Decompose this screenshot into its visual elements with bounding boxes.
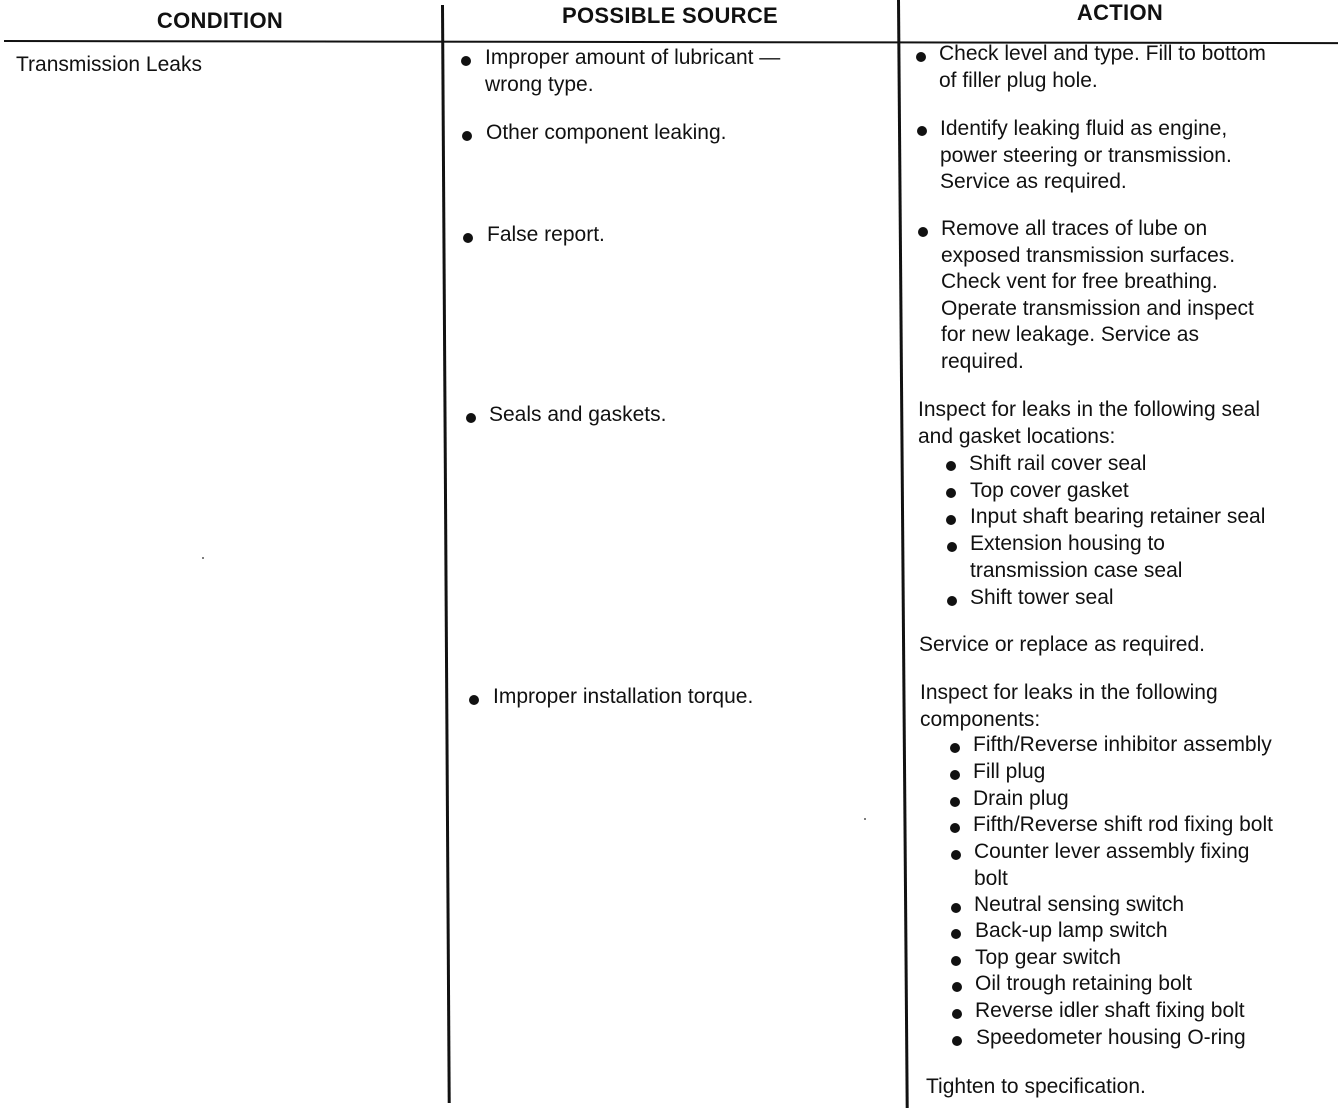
header-action: ACTION (1076, 0, 1164, 25)
action-item: Oil trough retaining bolt (975, 972, 1193, 995)
source-bullet (461, 56, 471, 66)
action-row-2 (940, 116, 1232, 196)
action-line: exposed transmission surfaces. (941, 243, 1236, 267)
action-item-bullet (950, 743, 960, 753)
source-row-2 (486, 120, 726, 147)
action-line: Check level and type. Fill to bottom (939, 42, 1266, 65)
action-line: Inspect for leaks in the following seal (918, 398, 1261, 421)
source-line: Improper amount of lubricant — (485, 46, 781, 69)
source-bullet (462, 131, 472, 141)
source-bullet (463, 233, 473, 243)
action-line: Remove all traces of lube on (941, 217, 1208, 240)
action-item: Speedometer housing O-ring (976, 1026, 1246, 1049)
action-item-bullet (952, 982, 962, 992)
source-line: Other component leaking. (486, 121, 727, 144)
action-item-bullet (947, 596, 957, 606)
action-item-bullet (947, 542, 957, 552)
action-item: Top gear switch (975, 946, 1121, 969)
source-row-3 (487, 222, 605, 249)
source-row-4 (489, 402, 666, 429)
source-row-5 (493, 684, 753, 711)
action-item-bullet (951, 850, 961, 860)
action-item-line: Counter lever assembly fixing (974, 840, 1250, 863)
action-item-bullet (946, 515, 956, 525)
action-line: Check vent for free breathing. (941, 270, 1218, 293)
source-line: wrong type. (485, 72, 594, 96)
action-row-4-intro (918, 397, 1260, 450)
action-line: components: (920, 707, 1041, 731)
action-item-bullet (952, 1036, 962, 1046)
action-item-line: transmission case seal (970, 558, 1183, 582)
action-item (970, 531, 1182, 584)
action-item-bullet (951, 929, 961, 939)
action-item-bullet (946, 488, 956, 498)
action-line: Inspect for leaks in the following (920, 681, 1218, 704)
action-line: and gasket locations: (918, 424, 1116, 448)
action-item: Fifth/Reverse shift rod fixing bolt (973, 813, 1273, 836)
scan-speck (864, 818, 866, 820)
action-item-line: bolt (974, 866, 1008, 890)
action-item: Fill plug (973, 760, 1046, 783)
action-item-line: Extension housing to (970, 532, 1165, 555)
action-item: Fifth/Reverse inhibitor assembly (973, 733, 1272, 756)
action-item-bullet (952, 1009, 962, 1019)
action-item-bullet (951, 956, 961, 966)
action-row-3 (941, 216, 1254, 375)
action-item: Shift tower seal (970, 586, 1114, 609)
action-item-bullet (951, 903, 961, 913)
action-item-bullet (950, 797, 960, 807)
action-outro: Tighten to specification. (926, 1075, 1146, 1098)
column-divider-1 (441, 5, 451, 1103)
action-bullet (917, 126, 927, 136)
source-bullet (469, 695, 479, 705)
action-item: Top cover gasket (970, 479, 1129, 502)
action-line: Identify leaking fluid as engine, (940, 117, 1228, 140)
action-item-bullet (946, 461, 956, 471)
action-item: Drain plug (973, 787, 1069, 810)
action-item: Reverse idler shaft fixing bolt (975, 999, 1245, 1022)
action-item: Neutral sensing switch (974, 893, 1185, 916)
column-divider-2 (897, 0, 909, 1108)
action-item (974, 839, 1249, 892)
source-bullet (466, 413, 476, 423)
source-row-1 (485, 45, 780, 98)
action-item: Back-up lamp switch (975, 919, 1168, 942)
action-item-bullet (950, 770, 960, 780)
source-line: False report. (487, 223, 605, 246)
header-condition: CONDITION (156, 8, 284, 33)
source-line: Improper installation torque. (493, 685, 754, 708)
action-line: power steering or transmission. (940, 143, 1232, 167)
source-line: Seals and gaskets. (489, 403, 667, 426)
action-line: of filler plug hole. (939, 68, 1098, 92)
action-row-1 (939, 41, 1266, 94)
condition-text: Transmission Leaks (16, 53, 202, 76)
action-line: Service as required. (940, 170, 1127, 193)
action-outro: Service or replace as required. (919, 633, 1205, 656)
action-bullet (918, 227, 928, 237)
action-line: Operate transmission and inspect (941, 296, 1254, 320)
action-item: Shift rail cover seal (969, 452, 1147, 475)
action-item: Input shaft bearing retainer seal (970, 505, 1266, 528)
action-row-5-intro (920, 680, 1218, 733)
action-bullet (916, 52, 926, 62)
header-possible-source: POSSIBLE SOURCE (562, 3, 778, 28)
scan-speck (202, 557, 204, 559)
action-line: for new leakage. Service as (941, 323, 1199, 346)
action-item-bullet (950, 823, 960, 833)
action-line: required. (941, 349, 1024, 373)
